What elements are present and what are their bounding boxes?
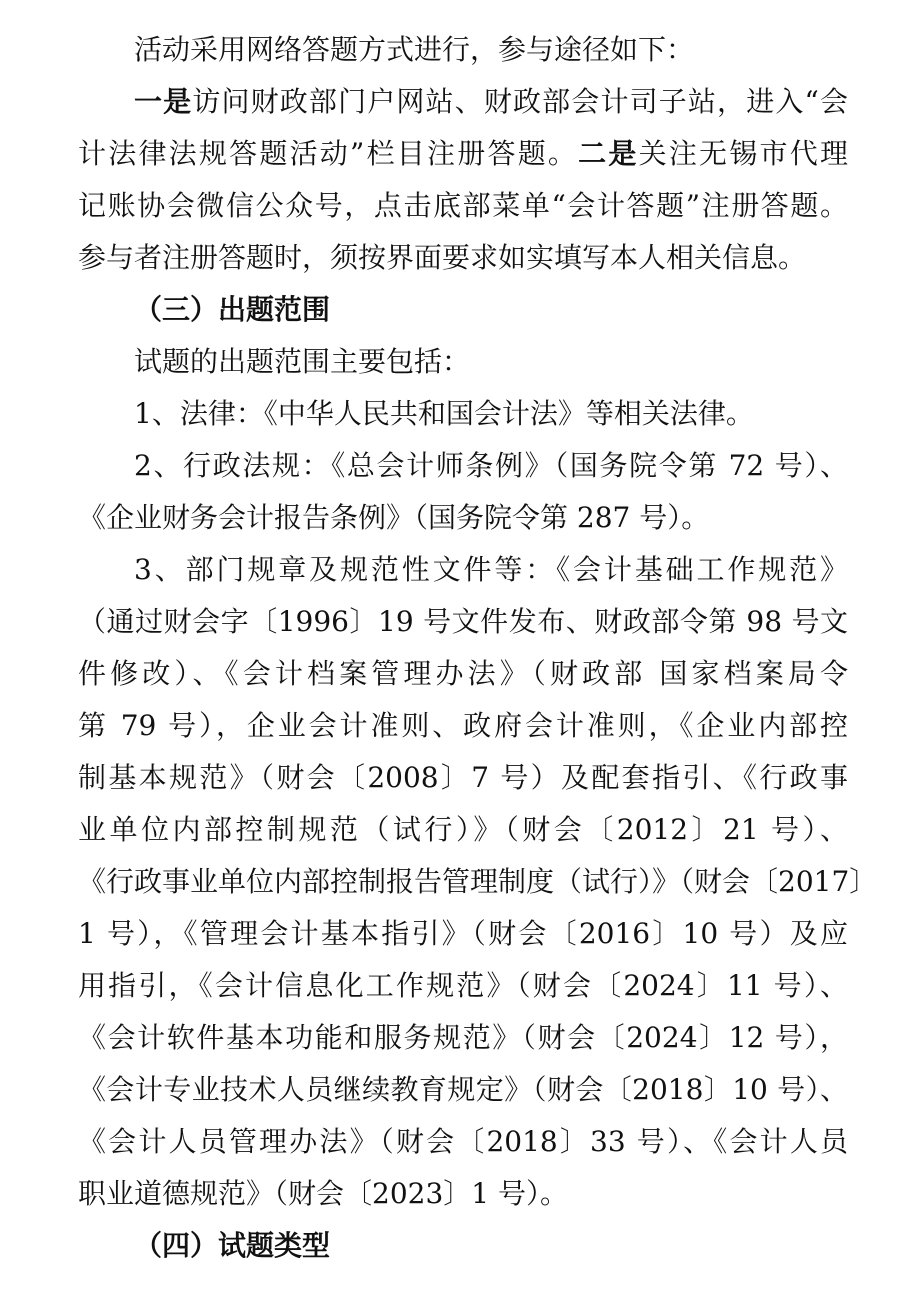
- paragraph-participation-line-1: [134, 82, 848, 122]
- label-first: 一是: [134, 85, 193, 118]
- list-item-rules-line-10: 《会计软件基本功能和服务规范》（财会〔2024〕12 号），: [78, 1021, 848, 1054]
- section-heading-question-types: （四）试题类型: [134, 1229, 331, 1262]
- list-item-rules-line-6: 业单位内部控制规范（试行）》（财会〔2012〕21 号）、: [78, 813, 848, 846]
- paragraph-participation-line-4: 参与者注册答题时，须按界面要求如实填写本人相关信息。: [78, 241, 807, 274]
- section-heading-scope: （三）出题范围: [134, 293, 331, 326]
- paragraph-participation-line-3: 记账协会微信公众号，点击底部菜单“会计答题”注册答题。: [78, 189, 848, 222]
- list-item-rules-line-1: 3、部门规章及规范性文件等：《会计基础工作规范》: [134, 553, 848, 586]
- paragraph-participation-intro: 活动采用网络答题方式进行，参与途径如下：: [134, 33, 695, 66]
- list-item-regulations-line-2: 《企业财务会计报告条例》（国务院令第 287 号）。: [78, 501, 710, 534]
- text-segment: 计法律法规答题活动”栏目注册答题。: [78, 137, 579, 170]
- list-item-rules-line-11: 《会计专业技术人员继续教育规定》（财会〔2018〕10 号）、: [78, 1073, 848, 1106]
- text-segment: 关注无锡市代理: [638, 137, 848, 170]
- label-second: 二是: [578, 137, 639, 170]
- list-item-rules-line-12: 《会计人员管理办法》（财会〔2018〕33 号）、《会计人员: [78, 1125, 848, 1158]
- list-item-rules-line-7: 《行政事业单位内部控制报告管理制度（试行）》（财会〔2017〕: [78, 865, 878, 898]
- list-item-rules-line-13: 职业道德规范》（财会〔2023〕1 号）。: [78, 1177, 568, 1210]
- list-item-rules-line-2: （通过财会字〔1996〕19 号文件发布、财政部令第 98 号文: [78, 605, 848, 638]
- list-item-rules-line-5: 制基本规范》（财会〔2008〕7 号）及配套指引、《行政事: [78, 761, 848, 794]
- list-item-rules-line-4: 第 79 号），企业会计准则、政府会计准则，《企业内部控: [78, 709, 848, 742]
- list-item-regulations-line-1: 2、行政法规：《总会计师条例》（国务院令第 72 号）、: [134, 449, 848, 482]
- list-item-rules-line-3: 件修改）、《会计档案管理办法》（财政部 国家档案局令: [78, 657, 848, 690]
- text-segment: 访问财政部门户网站、财政部会计司子站，进入“会: [192, 85, 848, 118]
- paragraph-participation-line-2: [78, 134, 848, 174]
- list-item-rules-line-9: 用指引，《会计信息化工作规范》（财会〔2024〕11 号）、: [78, 969, 848, 1002]
- list-item-rules-line-8: 1 号），《管理会计基本指引》（财会〔2016〕10 号）及应: [78, 917, 848, 950]
- paragraph-scope-intro: 试题的出题范围主要包括：: [134, 345, 471, 378]
- list-item-laws: 1、法律：《中华人民共和国会计法》等相关法律。: [134, 397, 754, 430]
